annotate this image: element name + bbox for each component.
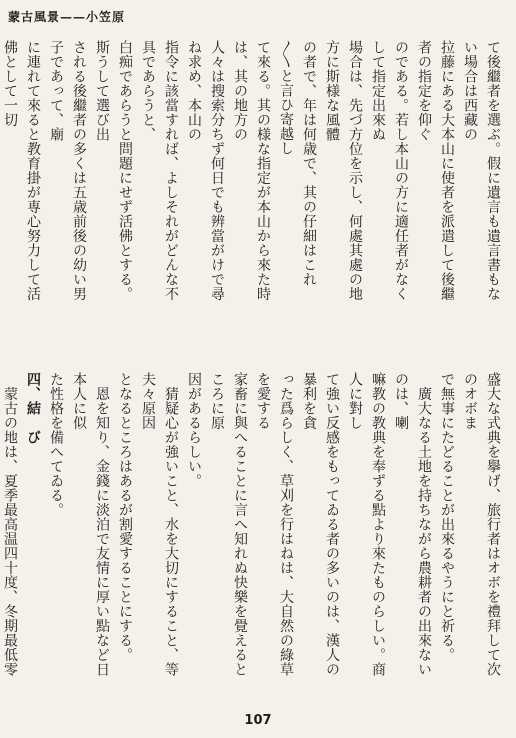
text-column: 拉藤にある大本山に使者を派遣して後繼者の指定を仰ぐ (416, 40, 455, 301)
text-column: 因があるらしい。 (186, 372, 202, 488)
text-column: される後繼者の多くは五歳前後の幼い男子であって、廟 (48, 40, 87, 301)
text-column: て來る。其の様な指定が本山から來た時は、其の地方の (232, 40, 271, 301)
text-column: のである。若し本山の方に適任者がなくして指定出來ぬ (370, 40, 409, 301)
lower-text-block (2, 372, 504, 682)
text-column: で無事にたどることが出來るやうにと祈る。 (439, 372, 455, 662)
text-column: 嘛教の教典を奉ずる點より來たものらしい。商人に對し (347, 372, 386, 677)
text-column: 指令に該當すれば、よしそれがどんな不具であらうと、 (140, 40, 179, 301)
text-column: 家畜に與へることに言へ知れぬ快樂を覺えるところに原 (209, 372, 248, 677)
section-heading: 四、結 び (25, 372, 41, 445)
text-column: 蒙古の地は、夏季最高温四十度、冬期最低零 (2, 386, 18, 677)
text-column: となるところはあるが割愛することにする。 (117, 372, 133, 662)
text-column: 場合は、先づ方位を示し、何處其處の地方に斯様な風體 (324, 40, 363, 301)
text-column: 人々は搜索分ちず何日でも辨當がけで尋ね求め、本山の (186, 40, 225, 301)
text-column: 盛大な式典を擧げ、旅行者はオボを禮拜して次のオボま (462, 372, 501, 677)
text-column: の者で、年は何歳で、其の仔細はこれ〳〵と言ひ寄越し (278, 40, 317, 287)
running-title: 蒙古風景——小笠原 (8, 10, 126, 24)
upper-text-block (2, 40, 504, 308)
text-column: 白痴であらうと問題にせず活佛とする。斯うして選び出 (94, 40, 133, 301)
text-column: 廣大なる土地を持ちながら農耕者の出來ないのは、喇 (393, 372, 432, 677)
text-column: に連れて來ると教育掛が専心努力して活佛として一切 (2, 40, 41, 301)
page-number: 107 (244, 713, 272, 728)
text-column: て後繼者を選ぶ。假に遺言も遺言書もない場合は西藏の (462, 40, 501, 301)
text-column: 恩を知り、金錢に淡泊で友情に厚い點など日本人に似 (71, 372, 110, 677)
text-column: った爲らしく、草刈を行はねは、大自然の綠草を愛する (255, 372, 294, 677)
text-column: て強い反感をもってゐる者の多いのは、漢人の暴利を貪 (301, 372, 340, 677)
text-column: 猜疑心が強いこと、水を大切にすること、等夫々原因 (140, 372, 179, 677)
text-column: た性格を備へてゐる。 (48, 372, 64, 517)
